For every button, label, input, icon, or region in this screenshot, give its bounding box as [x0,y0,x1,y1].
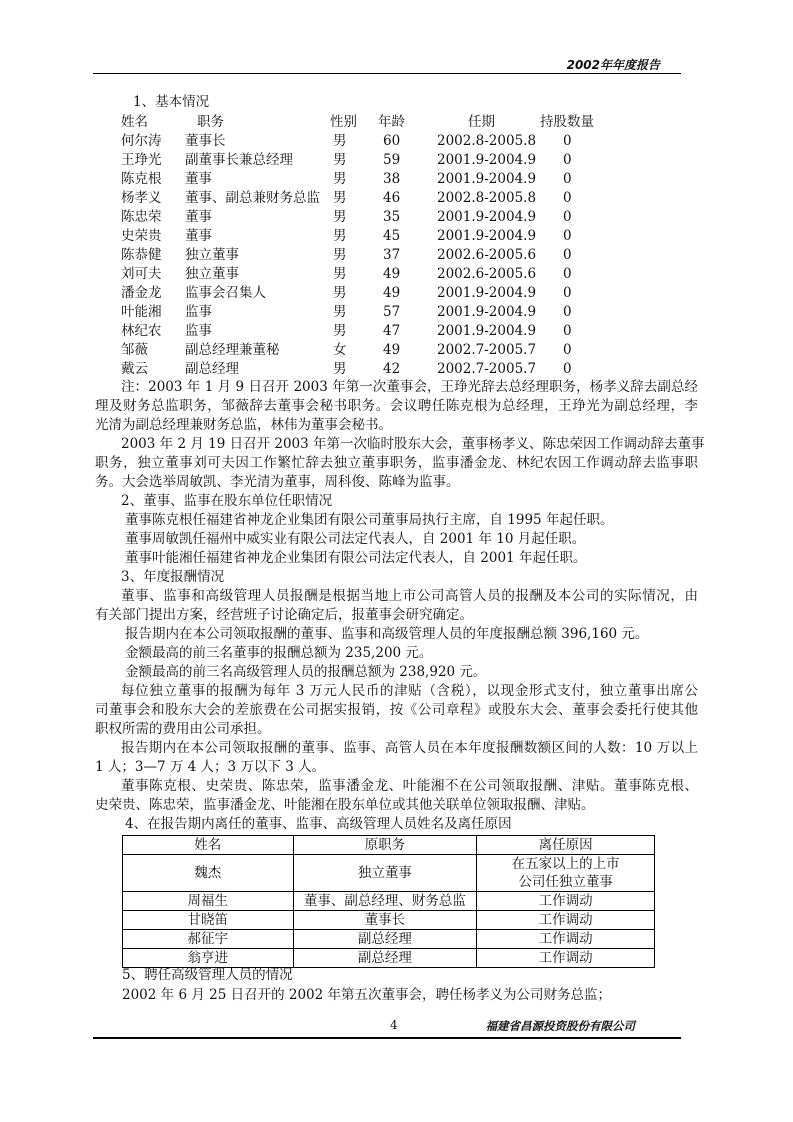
table-cell: 离任原因 [477,836,655,855]
position-cell: 监事 [185,323,212,339]
term-cell: 2002.6-2005.6 [437,247,537,263]
text-line: 职务，独立董事刘可夫因工作繁忙辞去独立董事职务，监事潘金龙、林纪农因工作调动辞去监事职 [95,455,698,471]
name-cell: 史荣贵 [121,228,162,244]
column-header: 任期 [468,114,495,130]
name-cell: 林纪农 [121,323,162,339]
gender-cell: 男 [333,209,347,225]
text-line: 董事周敏凯任福州中威实业有限公司法定代表人，自 2001 年 10 月起任职。 [125,531,586,547]
column-header: 持股数量 [540,114,594,130]
position-cell: 监事会召集人 [185,285,266,301]
name-cell: 杨孝义 [121,190,162,206]
header-rule [93,73,681,74]
position-cell: 董事长 [185,133,226,149]
gender-cell: 男 [333,304,347,320]
age-cell: 49 [383,342,401,358]
term-cell: 2002.8-2005.8 [437,190,537,206]
text-line: 金额最高的前三名董事的报酬总额为 235,200 元。 [125,645,433,661]
shares-cell: 0 [563,304,572,320]
column-header: 职务 [197,114,224,130]
gender-cell: 男 [333,247,347,263]
shares-cell: 0 [563,342,572,358]
gender-cell: 男 [333,133,347,149]
table-cell: 郝征宇 [123,930,294,949]
table-cell: 副总经理 [293,949,477,968]
term-cell: 2001.9-2004.9 [437,304,537,320]
term-cell: 2002.6-2005.6 [437,266,537,282]
shares-cell: 0 [563,228,572,244]
age-cell: 46 [383,190,401,206]
text-line: 2、董事、监事在股东单位任职情况 [121,493,333,509]
text-line: 有关部门提出方案，经营班子讨论确定后，报董事会研究确定。 [95,607,473,623]
column-header: 姓名 [121,114,148,130]
table-cell: 魏杰 [123,855,294,892]
text-line: 金额最高的前三名高级管理人员的报酬总额为 238,920 元。 [125,664,487,680]
term-cell: 2001.9-2004.9 [437,171,537,187]
table-row [123,855,655,892]
age-cell: 57 [383,304,401,320]
position-cell: 董事、副总兼财务总监 [185,190,320,206]
position-cell: 独立董事 [185,266,239,282]
shares-cell: 0 [563,285,572,301]
departed-officers-table [122,835,655,968]
age-cell: 38 [383,171,401,187]
name-cell: 陈忠荣 [121,209,162,225]
text-line: 理及财务总监职务，邹薇辞去董事会秘书职务。会议聘任陈克根为总经理，王琤光为副总经理，李 [95,398,698,414]
shares-cell: 0 [563,190,572,206]
age-cell: 59 [383,152,401,168]
section-5-text: 2002 年 6 月 25 日召开的 2002 年第五次董事会，聘任杨孝义为公司财务总监； [122,987,612,1003]
table-cell: 工作调动 [477,911,655,930]
gender-cell: 男 [333,323,347,339]
shares-cell: 0 [563,171,572,187]
shares-cell: 0 [563,152,572,168]
name-cell: 潘金龙 [121,285,162,301]
term-cell: 2001.9-2004.9 [437,285,537,301]
term-cell: 2001.9-2004.9 [437,228,537,244]
text-line: 董事陈克根任福建省神龙企业集团有限公司董事局执行主席，自 1995 年起任职。 [125,512,614,528]
company-name: 福建省昌源投资股份有限公司 [485,1019,635,1033]
term-cell: 2002.7-2005.7 [437,342,537,358]
text-line: 1 人；3—7 万 4 人；3 万以下 3 人。 [95,759,326,775]
table-cell: 董事、副总经理、财务总监 [293,892,477,911]
table-cell: 工作调动 [477,892,655,911]
text-line: 司董事会和股东大会的差旅费在公司据实报销，按《公司章程》或股东大会、董事会委托行使其他 [95,702,698,718]
term-cell: 2001.9-2004.9 [437,209,537,225]
gender-cell: 男 [333,228,347,244]
name-cell: 叶能湘 [121,304,162,320]
column-header: 性别 [330,114,357,130]
table-cell: 董事长 [293,911,477,930]
shares-cell: 0 [563,266,572,282]
position-cell: 副总经理 [185,361,239,377]
gender-cell: 男 [333,285,347,301]
gender-cell: 男 [333,266,347,282]
name-cell: 陈克根 [121,171,162,187]
age-cell: 42 [383,361,401,377]
table-cell: 副总经理 [293,930,477,949]
shares-cell: 0 [563,247,572,263]
name-cell: 刘可夫 [121,266,162,282]
table-cell: 甘晓笛 [123,911,294,930]
text-line: 每位独立董事的报酬为每年 3 万元人民币的津贴（含税），以现金形式支付，独立董事出席公 [121,683,698,699]
shares-cell: 0 [563,323,572,339]
age-cell: 45 [383,228,401,244]
table-cell: 在五家以上的上市公司任独立董事 [477,855,655,892]
column-header: 年龄 [378,114,405,130]
text-line: 光清为副总经理兼财务总监，林伟为董事会秘书。 [95,417,392,433]
gender-cell: 男 [333,361,347,377]
section-5-heading: 5、聘任高级管理人员的情况 [122,967,293,983]
position-cell: 副总经理兼董秘 [185,342,280,358]
footer-rule [93,1037,681,1039]
age-cell: 60 [383,133,401,149]
gender-cell: 男 [333,171,347,187]
position-cell: 监事 [185,304,212,320]
table-cell: 翁亨进 [123,949,294,968]
table-row [123,911,655,930]
table-cell: 姓名 [123,836,294,855]
position-cell: 独立董事 [185,247,239,263]
term-cell: 2002.8-2005.8 [437,133,537,149]
text-line: 4、在报告期内离任的董事、监事、高级管理人员姓名及离任原因 [125,816,512,832]
term-cell: 2001.9-2004.9 [437,323,537,339]
name-cell: 邹薇 [121,342,148,358]
section-1-heading: 1、基本情况 [133,94,210,110]
text-line: 职权所需的费用由公司承担。 [95,721,271,737]
shares-cell: 0 [563,361,572,377]
text-line: 报告期内在本公司领取报酬的董事、监事、高管人员在本年度报酬数额区间的人数：10 万以上 [121,740,698,756]
position-cell: 董事 [185,171,212,187]
report-title: 2002年年度报告 [566,58,660,72]
position-cell: 董事 [185,228,212,244]
text-line: 注：2003 年 1 月 9 日召开 2003 年第一次董事会，王琤光辞去总经理职务，杨孝义辞去副总经 [121,379,698,395]
gender-cell: 男 [333,190,347,206]
text-line: 务。大会选举周敏凯、李光清为董事，周科俊、陈峰为监事。 [95,474,460,490]
shares-cell: 0 [563,209,572,225]
text-line: 董事、监事和高级管理人员报酬是根据当地上市公司高管人员的报酬及本公司的实际情况，由 [121,588,698,604]
name-cell: 王琤光 [121,152,162,168]
table-row [123,949,655,968]
position-cell: 副董事长兼总经理 [185,152,293,168]
page-number: 4 [390,1018,398,1032]
term-cell: 2002.7-2005.7 [437,361,537,377]
age-cell: 35 [383,209,401,225]
age-cell: 49 [383,285,401,301]
text-line: 报告期内在本公司领取报酬的董事、监事和高级管理人员的年度报酬总额 396,160 元。 [125,626,649,642]
position-cell: 董事 [185,209,212,225]
table-cell: 独立董事 [293,855,477,892]
table-cell: 周福生 [123,892,294,911]
text-line: 董事陈克根、史荣贵、陈忠荣，监事潘金龙、叶能湘不在公司领取报酬、津贴。董事陈克根、 [121,778,698,794]
age-cell: 47 [383,323,401,339]
age-cell: 49 [383,266,401,282]
name-cell: 陈恭健 [121,247,162,263]
table-cell: 工作调动 [477,930,655,949]
table-cell: 工作调动 [477,949,655,968]
shares-cell: 0 [563,133,572,149]
gender-cell: 女 [333,342,347,358]
table-row [123,892,655,911]
text-line: 3、年度报酬情况 [121,569,225,585]
table-row [123,930,655,949]
name-cell: 戴云 [121,361,148,377]
text-line: 2003 年 2 月 19 日召开 2003 年第一次临时股东大会，董事杨孝义、陈忠荣因工作调动辞去董事 [121,436,705,452]
text-line: 史荣贵、陈忠荣，监事潘金龙、叶能湘在股东单位或其他关联单位领取报酬、津贴。 [95,797,595,813]
name-cell: 何尔涛 [121,133,162,149]
gender-cell: 男 [333,152,347,168]
age-cell: 37 [383,247,401,263]
table-header-row [123,836,655,855]
term-cell: 2001.9-2004.9 [437,152,537,168]
text-line: 董事叶能湘任福建省神龙企业集团有限公司法定代表人，自 2001 年起任职。 [125,550,587,566]
table-cell: 原职务 [293,836,477,855]
